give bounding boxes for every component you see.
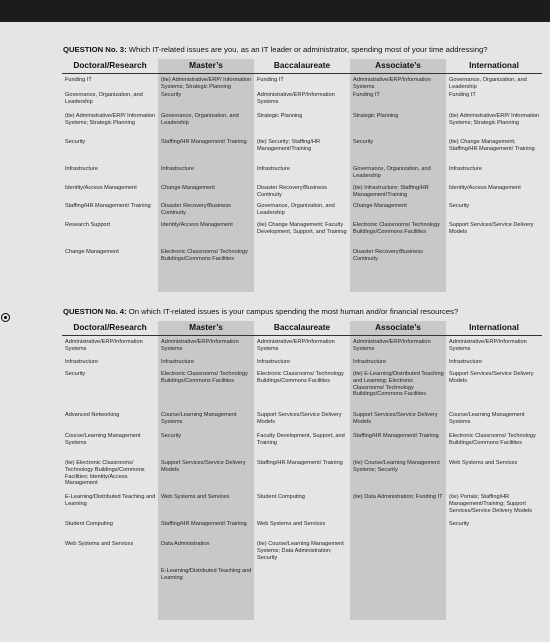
table-cell: Security xyxy=(353,139,374,145)
header-international: International xyxy=(469,322,519,332)
table-cell: Strategic Planning xyxy=(353,113,399,119)
table-cell xyxy=(449,541,540,568)
table-cell: (tie) Change Management; Faculty Development, Support, and Training xyxy=(257,222,347,235)
column-associates xyxy=(350,336,446,620)
table-cell: Faculty Development, Support, and Training xyxy=(257,433,345,446)
table-cell: Web Systems and Services xyxy=(65,541,134,547)
table-cell: Support Services/Service Delivery Models xyxy=(161,460,246,473)
table-cell: Administrative/ERP/Information Systems xyxy=(257,339,335,352)
column-baccalaureate xyxy=(254,336,350,620)
table-cell: Electronic Classrooms/ Technology Buildings/Commons Facilities xyxy=(353,222,440,235)
table-cell: E-Learning/Distributed Teaching and Learning xyxy=(161,568,252,581)
table-cell: Governance, Organization, and Leadership xyxy=(65,92,143,105)
table-cell xyxy=(257,568,348,588)
table-cell xyxy=(449,568,540,588)
table-cell: Funding IT xyxy=(257,77,284,83)
table-cell: Course/Learning Management Systems xyxy=(161,412,237,425)
table-cell: Infrastructure xyxy=(65,359,98,365)
table-cell: (tie) Course/Learning Management Systems; Security xyxy=(353,460,440,473)
table-cell: (tie) Portals; Staffing/HR Management/Training; Support Services/Service Delivery Models xyxy=(449,494,532,514)
table-cell: Infrastructure xyxy=(449,166,482,172)
table-cell: Funding IT xyxy=(65,77,92,83)
table-cell: Governance, Organization, and Leadership xyxy=(257,203,335,216)
header-associates: Associate’s xyxy=(350,321,446,335)
table-cell: Research Support xyxy=(65,222,111,228)
table-cell: (tie) Course/Learning Management Systems; Data Administration; Security xyxy=(257,541,344,561)
question-4-table xyxy=(62,336,542,620)
table-cell: (tie) Administrative/ERP/ Information Systems; Strategic Planning xyxy=(449,113,540,126)
column-associates xyxy=(350,74,446,292)
registration-mark-icon xyxy=(1,313,10,322)
table-cell: Administrative/ERP/Information Systems xyxy=(65,339,143,352)
table-cell: Support Services/Service Delivery Models xyxy=(257,412,342,425)
table-cell: Governance, Organization, and Leadership xyxy=(161,113,239,126)
table-cell: Student Computing xyxy=(257,494,305,500)
table-cell: Electronic Classrooms/ Technology Buildings/Commons Facilities xyxy=(161,249,248,262)
table-cell: Strategic Planning xyxy=(257,113,303,119)
question-3-label: QUESTION No. 3: xyxy=(63,45,127,54)
table-cell: Change Management xyxy=(353,203,407,209)
table-cell: Staffing/HR Management/ Training xyxy=(257,460,343,466)
column-headers xyxy=(62,59,542,74)
table-cell: Electronic Classrooms/ Technology Buildings/Commons Facilities xyxy=(161,371,248,384)
table-cell: Administrative/ERP/Information Systems xyxy=(449,339,527,352)
table-cell xyxy=(257,249,348,279)
header-baccalaureate: Baccalaureate xyxy=(273,322,331,332)
table-cell: (tie) Infrastructure; Staffing/HR Management/Training xyxy=(353,185,429,198)
column-baccalaureate xyxy=(254,74,350,292)
table-cell xyxy=(353,568,444,588)
table-cell: Infrastructure xyxy=(65,166,98,172)
question-4-heading xyxy=(62,307,542,317)
table-cell: Security xyxy=(161,92,182,98)
header-doctoral-research: Doctoral/Research xyxy=(73,322,147,332)
table-cell: Administrative/ERP/Information Systems xyxy=(353,339,431,352)
table-cell: Infrastructure xyxy=(257,359,290,365)
table-cell: Identity/Access Management xyxy=(161,222,233,228)
table-cell: Infrastructure xyxy=(161,359,194,365)
table-cell: Staffing/HR Management/ Training xyxy=(65,203,151,209)
question-3-text: Which IT-related issues are you, as an IT leader or administrator, spending most of your time addressing? xyxy=(128,45,488,54)
table-cell: Disaster Recovery/Business Continuity xyxy=(161,203,231,216)
question-4-label: QUESTION No. 4: xyxy=(63,307,127,316)
table-cell: Support Services/Service Delivery Models xyxy=(353,412,438,425)
table-cell: Advanced Networking xyxy=(65,412,120,418)
column-international xyxy=(446,74,542,292)
table-cell: Support Services/Service Delivery Models xyxy=(449,222,534,235)
column-masters xyxy=(158,74,254,292)
table-cell: Electronic Classrooms/ Technology Buildings/Commons Facilities xyxy=(257,371,344,384)
table-cell: Funding IT xyxy=(449,92,476,98)
table-cell: Governance, Organization, and Leadership xyxy=(449,77,527,90)
table-cell: Change Management xyxy=(65,249,119,255)
table-cell: Security xyxy=(449,203,470,209)
table-cell: Administrative/ERP/Information Systems xyxy=(353,77,431,90)
table-cell: Web Systems and Services xyxy=(257,521,326,527)
table-cell: Governance, Organization, and Leadership xyxy=(353,166,431,179)
table-cell: Staffing/HR Management/ Training xyxy=(161,139,247,145)
table-cell: Security xyxy=(65,139,86,145)
table-cell: (tie) E-Learning/Distributed Teaching and Learning; Electronic Classrooms/ Technology Buildings/Commons Facilities xyxy=(353,371,444,398)
table-cell: Course/Learning Management Systems xyxy=(65,433,141,446)
table-cell: Support Services/Service Delivery Models xyxy=(449,371,534,384)
question-3-section xyxy=(62,45,542,292)
top-bar xyxy=(0,0,550,22)
column-headers xyxy=(62,321,542,336)
table-cell: Web Systems and Services xyxy=(161,494,230,500)
table-cell: (tie) Security; Staffing/HR Management/Training xyxy=(257,139,321,152)
table-cell xyxy=(353,521,444,541)
table-cell: Disaster Recovery/Business Continuity xyxy=(353,249,423,262)
table-cell: (tie) Change Management; Staffing/HR Management/ Training xyxy=(449,139,535,152)
table-cell: Infrastructure xyxy=(257,166,290,172)
table-cell: Electronic Classrooms/ Technology Buildings/Commons Facilities xyxy=(449,433,536,446)
table-cell: E-Learning/Distributed Teaching and Learning xyxy=(65,494,156,507)
question-4-section xyxy=(62,307,542,620)
question-4-text: On which IT-related issues is your campus spending the most human and/or financial resources? xyxy=(128,307,459,316)
header-baccalaureate: Baccalaureate xyxy=(273,60,331,70)
table-cell: Change Management xyxy=(161,185,215,191)
header-doctoral-research: Doctoral/Research xyxy=(73,60,147,70)
table-cell: (tie) Data Administration; Funding IT xyxy=(353,494,443,500)
table-cell: Administrative/ERP/Information Systems xyxy=(161,339,239,352)
column-international xyxy=(446,336,542,620)
table-cell: Staffing/HR Management/ Training xyxy=(161,521,247,527)
table-cell: Student Computing xyxy=(65,521,113,527)
table-cell: Staffing/HR Management/ Training xyxy=(353,433,439,439)
column-doctoral-research xyxy=(62,336,158,620)
table-cell: Infrastructure xyxy=(161,166,194,172)
table-cell: (tie) Administrative/ERP/ Information Systems; Strategic Planning xyxy=(161,77,252,90)
table-cell: Administrative/ERP/Information Systems xyxy=(257,92,335,105)
column-masters xyxy=(158,336,254,620)
table-cell: Data Administration xyxy=(161,541,210,547)
table-cell: Security xyxy=(161,433,182,439)
table-cell: Identity/Access Management xyxy=(449,185,521,191)
table-cell: Web Systems and Services xyxy=(449,460,518,466)
header-international: International xyxy=(469,60,519,70)
table-cell: (tie) Electronic Classrooms/ Technology Buildings/Commons Facilities; Identity/Access Management xyxy=(65,460,145,487)
table-cell xyxy=(65,568,156,588)
table-cell: Infrastructure xyxy=(353,359,386,365)
header-masters: Master’s xyxy=(158,59,254,73)
table-cell: (tie) Administrative/ERP/ Information Systems; Strategic Planning xyxy=(65,113,156,126)
table-cell: Infrastructure xyxy=(449,359,482,365)
table-cell xyxy=(449,249,540,279)
table-cell: Identity/Access Management xyxy=(65,185,137,191)
column-doctoral-research xyxy=(62,74,158,292)
table-cell xyxy=(353,541,444,568)
question-3-heading xyxy=(62,45,542,55)
table-cell: Security xyxy=(449,521,470,527)
table-cell: Funding IT xyxy=(353,92,380,98)
table-cell: Security xyxy=(65,371,86,377)
table-cell: Disaster Recovery/Business Continuity xyxy=(257,185,327,198)
question-3-table xyxy=(62,74,542,292)
table-cell: Course/Learning Management Systems xyxy=(449,412,525,425)
header-associates: Associate’s xyxy=(350,59,446,73)
header-masters: Master’s xyxy=(158,321,254,335)
